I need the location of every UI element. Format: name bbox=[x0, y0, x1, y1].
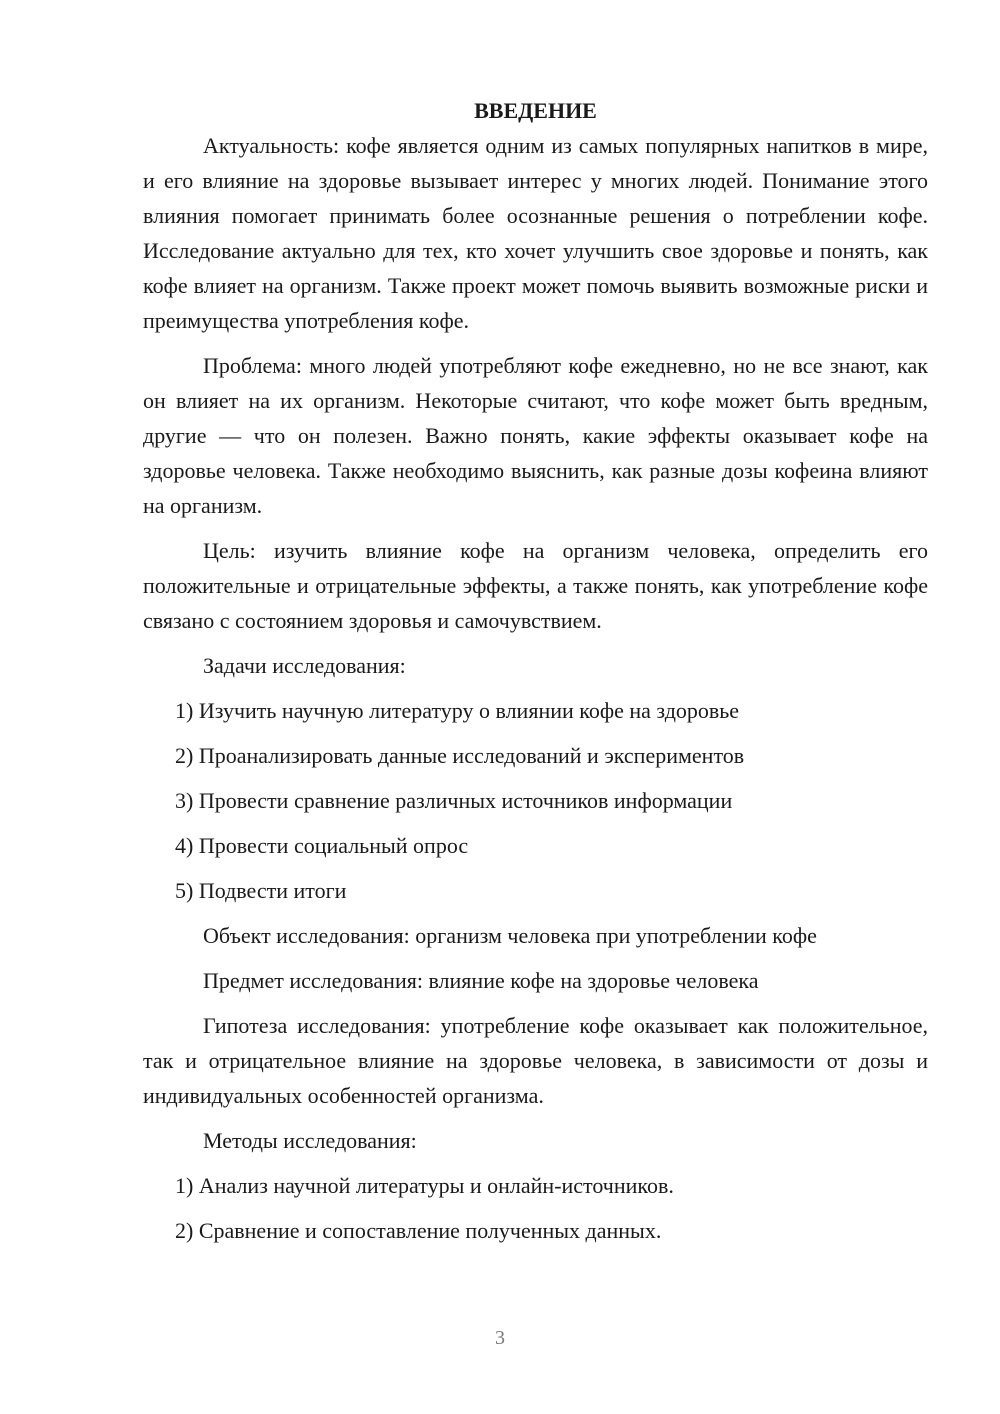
relevance-paragraph: Актуальность: кофе является одним из самых популярных напитков в мире, и его влияние на здоровье вызывает интерес у многих людей. Понимание этого влияния помогает принимать более осознанные решения о потреблении кофе. Исследование актуально для тех, кто хочет улучшить свое здоровье и понять, как кофе влияет на организм. Также проект может помочь выявить возможные риски и преимущества употребления кофе. bbox=[143, 133, 928, 333]
object-paragraph: Объект исследования: организм человека при употреблении кофе bbox=[203, 923, 817, 948]
document-page bbox=[143, 93, 928, 1258]
task-item-4: 4) Провести социальный опрос bbox=[175, 833, 469, 858]
tasks-heading: Задачи исследования: bbox=[203, 653, 406, 678]
page-number: 3 bbox=[495, 1327, 505, 1349]
method-item-1: 1) Анализ научной литературы и онлайн-источников. bbox=[175, 1173, 674, 1198]
task-item-5: 5) Подвести итоги bbox=[175, 878, 347, 903]
problem-paragraph: Проблема: много людей употребляют кофе ежедневно, но не все знают, как он влияет на их организм. Некоторые считают, что кофе может быть вредным, другие — что он полезен. Важно понять, какие эффекты оказывает кофе на здоровье человека. Также необходимо выяснить, как разные дозы кофеина влияют на организм. bbox=[143, 353, 928, 518]
task-item-2: 2) Проанализировать данные исследований и экспериментов bbox=[175, 743, 745, 768]
goal-paragraph: Цель: изучить влияние кофе на организм человека, определить его положительные и отрицательные эффекты, а также понять, как употребление кофе связано с состоянием здоровья и самочувствием. bbox=[143, 538, 928, 633]
subject-paragraph: Предмет исследования: влияние кофе на здоровье человека bbox=[203, 968, 759, 993]
methods-heading: Методы исследования: bbox=[203, 1128, 417, 1153]
task-item-3: 3) Провести сравнение различных источников информации bbox=[175, 788, 733, 813]
section-title: ВВЕДЕНИЕ bbox=[474, 98, 597, 123]
hypothesis-paragraph: Гипотеза исследования: употребление кофе оказывает как положительное, так и отрицательное влияние на здоровье человека, в зависимости от дозы и индивидуальных особенностей организма. bbox=[143, 1013, 928, 1108]
task-item-1: 1) Изучить научную литературу о влиянии кофе на здоровье bbox=[175, 698, 740, 723]
method-item-2: 2) Сравнение и сопоставление полученных данных. bbox=[175, 1218, 662, 1243]
